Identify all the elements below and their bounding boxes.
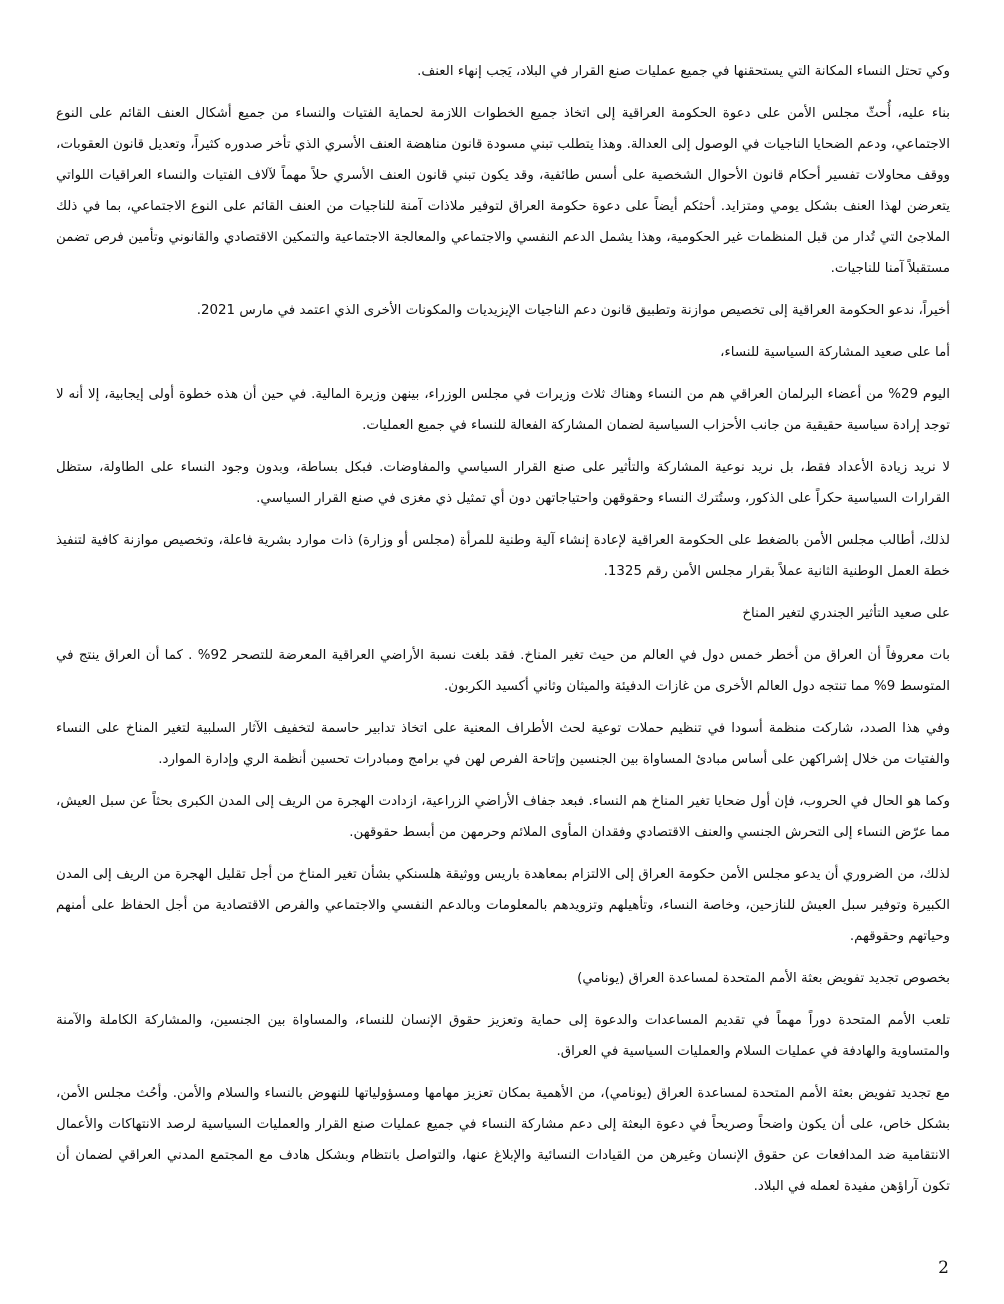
paragraph-climate-risk: بات معروفاً أن العراق من أخطر خمس دول في العالم من حيث تغير المناخ. فقد بلغت نسبة الأراضي العراقية المعرضة للتصحر 92% . كما أن العراق ينتج في المتوسط 9% مما تنتجه دول العالم الأخرى من غازات الدفيئة والميثان وثاني أكسيد الكربون.: [56, 648, 951, 694]
paragraph-climate-victims: وكما هو الحال في الحروب، فإن أول ضحايا تغير المناخ هم النساء. فبعد جفاف الأراضي الزراعية، ازدادت الهجرة من الريف إلى المدن الكبرى بحثاً عن سبل العيش، مما عرّض النساء إلى التحرش الجنسي والعنف الاقتصادي وفقدان المأوى الملائم وحرمهن من أبسط حقوقهن.: [56, 794, 950, 840]
section-heading-climate: على صعيد التأثير الجندري لتغير المناخ: [742, 606, 950, 621]
paragraph-intro: وكي تحتل النساء المكانة التي يستحقنها في جميع عمليات صنع القرار في البلاد، يَجب إنهاء العنف.: [417, 64, 950, 79]
document-page: [56, 56, 950, 1213]
paragraph-violence: بناء عليه، أُحثّ مجلس الأمن على دعوة الحكومة العراقية إلى اتخاذ جميع الخطوات اللازمة لحماية الفتيات والنساء من جميع أشكال العنف القائم على النوع الاجتماعي، ودعم الضحايا الناجيات في الوصول إلى العدالة. وهذا يتطلب تبني مسودة قانون مناهضة العنف الأسري الذي تأخر صدوره كثيراً، وتعديل قانون العقوبات، ووقف محاولات تفسير أحكام قانون الأحوال الشخصية على أسس طائفية، وقد يكون تبني قانون العنف الأسري حلاً مهماً لآلاف الفتيات والنساء العراقيات اللواتي يتعرضن لهذا العنف بشكل يومي ومتزايد. أحثكم أيضاً على دعوة حكومة العراق لتوفير ملاذات آمنة للناجيات من العنف القائم على النوع الاجتماعي، بما في ذلك الملاجئ التي تُدار من قبل المنظمات غير الحكومية، وهذا يشمل الدعم النفسي والاجتماعي والمعالجة الاجتماعية والتمكين الاقتصادي والقانوني وتأمين فرص تضمن مستقبلاً آمنا للناجيات.: [56, 106, 950, 276]
paragraph-awareness-campaigns: وفي هذا الصدد، شاركت منظمة أسودا في تنظيم حملات توعية لحث الأطراف المعنية على اتخاذ تدابير حاسمة لتخفيف الآثار السلبية لتغير المناخ على النساء والفتيات من خلال إشراكهن على أساس مبادئ المساواة بين الجنسين وإتاحة الفرص لهن في برامج ومبادرات تحسين أنظمة الري وإدارة الموارد.: [56, 721, 950, 767]
paragraph-national-mechanism: لذلك، أطالب مجلس الأمن بالضغط على الحكومة العراقية لإعادة إنشاء آلية وطنية للمرأة (مجلس أو وزارة) ذات موارد بشرية فاعلة، وتخصيص موازنة كافية لتنفيذ خطة العمل الوطنية الثانية عملاً بقرار مجلس الأمن رقم 1325.: [56, 533, 950, 579]
paragraph-unami-mandate: مع تجديد تفويض بعثة الأمم المتحدة لمساعدة العراق (يونامي)، من الأهمية بمكان تعزيز مهامها ومسؤولياتها للنهوض بالنساء والسلام والأمن. وأحُث مجلس الأمن، بشكل خاص، على أن يكون واضحاً وصريحاً في دعوة البعثة إلى دعم مشاركة النساء في جميع عمليات صنع القرار والعمليات السياسية لرصد الانتهاكات والأعمال الانتقامية ضد المدافعات عن حقوق الإنسان وغيرهن من القيادات النسائية والإبلاغ عنها، والتواصل بانتظام وبشكل هادف مع المجتمع المدني العراقي لضمان أن تكون آراؤهن مفيدة لعمله في البلاد.: [56, 1086, 950, 1194]
section-heading-unami: بخصوص تجديد تفويض بعثة الأمم المتحدة لمساعدة العراق (يونامي): [577, 971, 950, 986]
paragraph-quality-participation: لا نريد زيادة الأعداد فقط، بل نريد نوعية المشاركة والتأثير على صنع القرار السياسي والمفاوضات. فبكل بساطة، وبدون وجود النساء على الطاولة، ستظل القرارات السياسية حكراً على الذكور، وستُترك النساء وحقوقهن واحتياجاتهن دون أي تمثيل ذي مغزى في صنع القرار السياسي.: [56, 460, 950, 506]
paragraph-budget: أخيراً، ندعو الحكومة العراقية إلى تخصيص موازنة وتطبيق قانون دعم الناجيات الإيزيديات والمكونات الأخرى الذي اعتمد في مارس 2021.: [196, 303, 950, 318]
page-number: 2: [938, 1258, 949, 1278]
paragraph-paris-agreement: لذلك، من الضروري أن يدعو مجلس الأمن حكومة العراق إلى الالتزام بمعاهدة باريس ووثيقة هلسنكي بشأن تغير المناخ من أجل تقليل الهجرة من الريف إلى المدن الكبيرة وتوفير سبل العيش للنازحين، وخاصة النساء، وتأهيلهم وتزويدهم بالمعلومات وبالدعم النفسي والاجتماعي والفرص الاقتصادية من أجل الحفاظ على أمنهم وحياتهم وحقوقهم.: [56, 867, 950, 944]
paragraph-un-role: تلعب الأمم المتحدة دوراً مهماً في تقديم المساعدات والدعوة إلى حماية وتعزيز حقوق الإنسان للنساء، والمساواة بين الجنسين، والمشاركة الكاملة والآمنة والمتساوية والهادفة في عمليات السلام والعمليات السياسية في العراق.: [56, 1013, 950, 1059]
paragraph-parliament: اليوم 29% من أعضاء البرلمان العراقي هم من النساء وهناك ثلاث وزيرات في مجلس الوزراء، بينهن وزيرة المالية. في حين أن هذه خطوة أولى إيجابية، إلا أنه لا توجد إرادة سياسية حقيقية من جانب الأحزاب السياسية لضمان المشاركة الفعالة للنساء في جميع العمليات.: [56, 387, 950, 433]
section-heading-political-participation: أما على صعيد المشاركة السياسية للنساء،: [720, 345, 950, 360]
